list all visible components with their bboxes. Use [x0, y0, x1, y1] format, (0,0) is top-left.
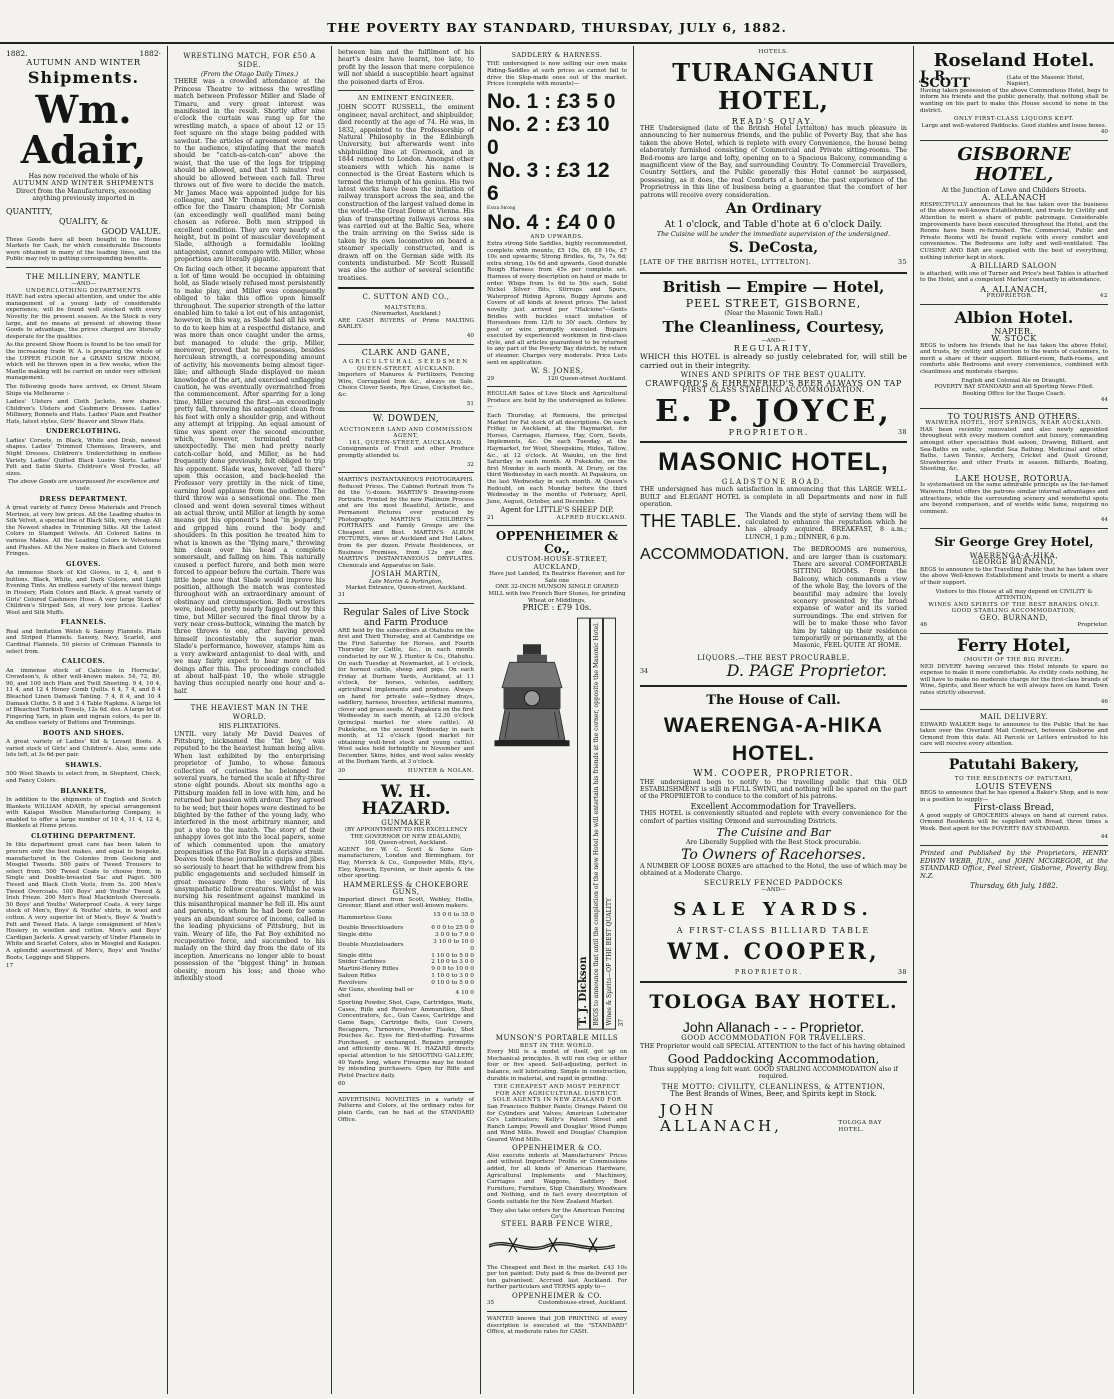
hotel-name: MASONIC HOTEL, [658, 447, 889, 476]
gun-price: 1 10 0 to 3 0 0 [431, 972, 474, 979]
hotel-feature: SECURELY FENCED PADDOCKS [704, 878, 843, 888]
ad-body: Every Mill is a model of itself, got up on Mechanical principles. It will run cleg or either four or five speed. Self-adjusting, perfect in balance, self lubricating. Simple in construction, durable in material, and rapid in grinding. [487, 1049, 627, 1082]
intro-line: Has now received the whole of his [28, 173, 139, 180]
year-left: 1882. [6, 49, 28, 58]
ad-location: (Newmarket, Auckland.) [371, 311, 441, 318]
ad-body: Each Thursday, at Remuera, the principal Market for Fat stock of all descriptions. On each Friday, in Auckland, at the Haymarket, for Horses, Carriages, Harness, Hay, Corn, Seeds, Implements, &c. On each Tuesday, at the Haymarket, for Wool, Sheepskins, Hides, Tallow, &c., at 12 o'clock. At Waiuku, on the first Saturday in each month. At Pukekohe, on the first Monday in each month. At Drury, on the third Wednesday in each month. At Papakura, on the last Wednesday in each month. At Queen's Redoubt, on each Monday before the third Wednesday in the months of February, April, June, August, October, and December. [487, 413, 627, 505]
proprietor-name: A. ALLANACH [981, 193, 1047, 203]
ad-name: OPPENHEIMER & Co., [495, 529, 619, 557]
goods-list: Ladies' Ulsters and Cloth Jackets, new shapes. Children's Ulsters and Cashmere Dresses. Ladies' Millinery, Bonnets and Hats. Ladies' Plain and Feather Hats, latest styles. Girls' Beaver and Straw Hats. [6, 399, 161, 425]
ad-head: MAIL DELIVERY. [979, 713, 1049, 722]
price-item: No. 3 : £3 12 6 [487, 158, 610, 205]
proprietor-name: GEORGE BURNAND, [972, 558, 1056, 567]
proprietor-name: J. R. SCOTT [920, 69, 970, 92]
hotel-feature: GOOD ACCOMMODATION FOR TRAVELLERS. [681, 1034, 866, 1043]
hotel-feature: THE MOTTO: CIVILITY, CLEANLINESS, & ATTENTION, [661, 1082, 886, 1091]
hotel-feature: WINES AND SPIRITS OF THE BEST BRANDS ONLY. [928, 601, 1100, 608]
hotel-feature: THE TABLE. [640, 510, 742, 531]
gun-type: Snider Carbines [338, 959, 386, 966]
gun-type: Revolvers [338, 979, 367, 986]
ad-location: 120 Queen-street Auckland. [547, 375, 627, 382]
ad-body: ARE CASH BUYERS of Prime MALTING BARLEY. [338, 317, 474, 331]
price-item: No. 1 : £3 5 0 [487, 89, 616, 113]
ad-head: STEEL BARB FENCE WIRE, [501, 1219, 613, 1228]
article-subhead: HIS FLIRTATIONS. [218, 723, 281, 731]
ref-number: 34 [640, 667, 649, 675]
gun-price: 1 10 0 to 5 0 0 [431, 952, 474, 959]
gun-price-row [338, 925, 474, 932]
section-head: UNDERCLOTHING. [45, 428, 122, 436]
hotel-name: Roseland Hotel. [933, 50, 1095, 71]
ad-location: 161, QUEEN-STREET, AUCKLAND. [348, 439, 464, 446]
hotel-feature: An Ordinary [725, 201, 822, 218]
gun-type: Single ditto [338, 952, 373, 959]
ad-trade: GUNMAKER [381, 818, 431, 827]
hotel-name: LAKE HOUSE, ROTORUA. [955, 474, 1073, 484]
gun-price-row [338, 939, 474, 953]
proprietor-title: PROPRIETOR. [986, 293, 1034, 300]
ad-head: SADDLERY & HARNESS. [511, 52, 603, 59]
hotel-feature: WINES AND SPIRITS OF THE BEST QUALITY. [680, 371, 867, 380]
newspaper-title: THE POVERTY BAY STANDARD, THURSDAY, JULY 6, 1882. [327, 20, 787, 35]
goods-list: Ladies' Corsets, in Black, White and Drab, newest shapes. Ladies' Trimmed Chemises, Drawers, and Night Dresses. Children's Underclothing in endless Variety. Ladies' Quilted Black Lustre Skirts. Ladies' Felt and Satin Skirts. Children's Wool Frocks, all sizes. [6, 437, 161, 477]
note-text: The above Goods are unsurpassed for excellence and taste. [7, 479, 160, 493]
gun-type: Double Muzzleloaders [338, 942, 404, 949]
ad-name: HUNTER & NOLAN. [407, 768, 474, 775]
hotel-name: GISBORNE HOTEL, [957, 143, 1071, 185]
hotel-body: Is systematised on the same admirable principle as the far-famed Waiwera Hotel offers the patrons similar internal advantages and attractions, while the surrounding scenery and wonderful spots are beyond comparison, and of worlds wide fame, requiring no comment. [920, 482, 1108, 515]
hotel-name: TURANGANUI HOTEL, [672, 57, 875, 115]
section-head: CLOTHING DEPARTMENT. [31, 833, 136, 841]
column-wrestling [168, 46, 331, 1394]
ad-body: MARTIN'S INSTANTANEOUS PHOTOGRAPHS. Reduced Prices. The Cabinet Portrait from 7s 6d the ½-dozen. MARTIN'S Drawing-room Portraits. Printed by the new Platinum Process and are the most Beautiful, Artistic, and Permanent Pictures ever produced by Photography. MARTIN'S CHILDREN'S PORTRAITS and Family Groups are the Cheapest and Best. MARTIN'S ALBUM PICTURES, views of Auckland and Hot Lakes, from 6s per dozen. Private Residences, or Business Premises, from 12s per doz. MARTIN'S INSTANTANEOUS DRYPLATES. Chemicals and Apparatus on Sale. [338, 477, 474, 569]
price-item: No. 2 : £3 10 0 [487, 112, 610, 159]
ref-number: 31 [338, 592, 346, 598]
gun-price: 0 10 0 to 5 0 0 [431, 979, 474, 986]
section-head: UNDERCLOTHING DEPARTMENTS [25, 287, 142, 294]
hotel-body: HAS been recently renovated and also newly appointed throughout with every modern comfort and luxury, commanding amongst other specialities Bold saloon, Drawing, Billiard, and Sea-Baths en suite, splendid Sea Bathing. Medicinal and other Baths. Lawn Tennis, Archery, Cricket and Quoit Ground, Strawberries and other Fruits in season. Billiards, Boating, Shooting, &c. [920, 426, 1108, 473]
hotel-feature: REGULARITY, [733, 343, 814, 353]
hotel-body: THIS HOTEL is conveniently situated and replete with every convenience for the comfort of parties visiting Ormond and surrounding Districts. [640, 810, 907, 825]
ad-body: San Francisco Rubber Paints; Orange Patent Oil for Cylinders and Valves; American Lubricator Co's Lubricators; Kelly's Patent Street and Ranch Lamps; Powell and Douglas' Wood Pumps and Wind Mills. Powell and Douglas' Champion Geared Wind Mills. [487, 1103, 627, 1143]
hotel-name: British — Empire — Hotel, [662, 277, 885, 296]
proprietor-note: (Late of the Masonic Hotel, Napier), [1006, 74, 1085, 88]
quantity-label: QUANTITY, [6, 206, 53, 216]
value-label: GOOD VALUE. [101, 226, 161, 236]
hotel-feature: The Cleanliness, Courtesy, [662, 318, 885, 337]
goods-list: In this department great care has been taken to procure only the best makes, and equal to bespoke, manufactured in the Colonies from Geelong and Mosgiel Tweeds. 500 pairs of Tweed Trousers to select from. 500 Tweed Coats to choose from, in Single and Double-breasted Sac and Pagot. 500 Tweed and Black Cloth Vests, from 5s. 200 Men's Tweed Overcoats. 100 Boys' and Youths' Tweed & Irish Frieze. 200 Men's Real Mackintosh Overcoats. 50 Boys' and Youths' Waterproof Coats. A very large stock of Men's, Boys' & Youths' shirts, in wool and cotton. A very superior lot of Men's, Boys' & Youth's Felt and Tweed Hats. A large consignment of Men's Hosiery in woollen and cotton. Men's and Boys' Cardigan Jackets. A great variety of Under Flannels in White and Scarlet Colors, also in Mosgiel and Kaiapoi. A splendid assortment of Men's, Boys' and Youths' Boots, Leggings and Slippers. [6, 842, 161, 961]
ad-body: Also execute indents at Manufacturers' Prices and without Importers' Profits or Commissions added, for all kinds of American Hardware, Agricultural Implements and Machinery, Carriages and Waggons, Saddlery Boot Furniture, Furniture, Ship Chandlery, Woodware and Nothing, and in fact every description of Goods suitable for the New Zealand Market. [487, 1152, 627, 1206]
hotel-feature: ACCOMMODATION. [640, 546, 790, 564]
hotel-address: GLADSTONE ROAD. [721, 477, 826, 486]
ad-body: Have just Landed, Ex Beatrice Havener, and for Sale one [489, 571, 625, 584]
gun-price-row [338, 980, 474, 987]
ad-subline: SOLE AGENTS IN NEW ZEALAND FOR [492, 1097, 622, 1104]
ref-number: 40 [1100, 129, 1108, 136]
gun-price: 6 0 0 to 25 0 0 [431, 925, 474, 932]
card-name: T. J. Dickson [577, 618, 590, 1030]
hotel-feature: A FIRST-CLASS BILLIARD TABLE [676, 926, 871, 936]
article-paragraph: between him and the fulfilment of his heart's desire have learnt, too late, to profit by the lesson that mere corpulence will not shield a susceptible heart against the poisoned darts of Eros. [338, 49, 474, 86]
ad-body: ONE 32-INCH MUNSON SINGLE GEARED MILL with two French Burr Stones, for grinding Wheat or Middlings, [488, 584, 626, 604]
body-text: HAVE had extra special attention, and under the able management of a young lady of considerable experience, will be found well stocked with every Novelty for the present season. As the Stock is very large, and no means at present of showing these Goods to advantage, the prices charged are literally desperate for the qualities. [6, 294, 161, 340]
ad-name: W. DOWDEN, [372, 414, 440, 425]
ad-body: Extra strong Side Saddles, highly recommended, complete with mounts, £5 10s, £6, £6 10s, £7 10s and upwards; Strong Bridles, 6s, 7s, 7s 6d; extra strong, 10s 6d and upwards. Good durable Rough Harness from 45s per complete set. Harness of every description on hand or made to order. Whips from 1s 6d to 50s each, Solid Nickel Silver Bits, Stirrups and Spurs, Waterproof Riding Aprons, Buggy Aprons and Covers of all kinds at lowest prices. The latest novelty just arrived per "Halcione"—Gents Bridles with buckles exact imitation of Horseshoes from 12/6 to 30/ each. Orders by post or wire promptly executed. Repairs executed by experienced workmen in first-class style, and all articles guaranteed to be returned to any part of the Poverty Bay district, by return of steamer. Charges very moderate. Price Lists sent on application. [487, 240, 627, 366]
section-head: BLANKETS, [60, 787, 107, 795]
ad-name: OPPENHEIMER & CO. [511, 1292, 602, 1300]
ad-body: THE undersigned is now selling our own make Riding-Saddles at such prices as cannot fail to drive the Slop-made ones out of the market. Prices (complete with mounts)— [487, 61, 627, 88]
section-head: SHAWLS. [65, 762, 102, 770]
hotel-note: Are Liberally Supplied with the Best Stock procurable. [685, 839, 862, 847]
hotel-feature: CRAWFORD'S & EHRENFRIED'S BEER ALWAYS ON TAP [645, 378, 902, 388]
ad-name: W. H. HAZARD. [361, 781, 451, 819]
goods-list: 500 Wool Shawls to select from, in Shepherd, Check, and Fancy Colors. [6, 771, 161, 785]
ad-body: AGENT for W. C. Scott & Sons Gun-manufacturers, London and Birmingham, for Hay, Merrick & Co., Gunpowder Mills, Ely's, Eley, Kynoch, Eyersinn, or their agents & the other sporting. [338, 846, 474, 880]
section-head: GLOVES. [66, 560, 101, 568]
hotel-body: THE undersigned has much satisfaction in announcing that this LARGE WELL-BUILT and ELEGANT HOTEL is complete in all Departments and now in full operation. [640, 486, 907, 509]
intro-line: AUTUMN AND WINTER SHIPMENTS [12, 179, 155, 188]
ad-body: The Cheapest and Best in the market. £43 10s per ton painted; Duty paid & free de-livered per ton galvanised; Accrued last Auckland. For further particulars and TERMS apply to— [487, 1264, 627, 1291]
gun-price-table [338, 912, 474, 1000]
ad-name: OPPENHEIMER & CO. [511, 1144, 602, 1153]
hotel-address: WAERENGA-A-HIKA, [969, 551, 1059, 560]
ad-body: Sporting Powder, Shot, Caps, Cartridges, Wads, Cases, Rifle and Revolver Ammunition, Shot Concentrators, &c., Gun Cases, Cartridge and Game Bags, Cartridge Belts, Gun Covers, Recappers, Turnovers, Powder Flasks, Shot Pouches &c. Eyes for Bird-stuffing. Firearms Purchased, or exchanged. Repairs promptly and efficiently done. W. H. HAZARD directs special attention to his SHOOTING GALLERY, 40 Yards long, where Firearms may be tested by intending purchasers. Open for Rifle and Pistol Practice daily. [338, 1000, 474, 1079]
ad-body: REGULAR Sales of Live Stock and Agricultural Produce are held by the undersigned as follows:— [487, 391, 627, 411]
hotel-name: Ferry Hotel, [956, 635, 1072, 656]
article-head: AN EMINENT ENGINEER. [357, 95, 455, 103]
ref-number: 46 [920, 622, 928, 629]
hotel-feature: SALE YARDS. [673, 899, 874, 921]
imprint-date: Thursday, 6th July, 1882. [970, 882, 1058, 891]
hotel-body: Thus supplying a long felt want. GOOD STABLING ACCOMMODATION also if required. [649, 1065, 898, 1081]
hotel-feature: The House of Call. [706, 693, 841, 709]
hotel-feature: LIQUORS.—THE BEST PROCURABLE. [697, 653, 850, 662]
goods-list: In addition to the shipments of English and Scotch Blankets WILLIAM ADAIR, by special arrangement with Kaiapoi Woollen Manufacturing Company, is enabled to offer a large number of 10 4, 11 4, 12 4, Blankets at Home prices. [6, 797, 161, 830]
ad-location: Market Entrance, Queen-street, Auckland. [345, 585, 467, 592]
hotel-feature: POVERTY BAY STANDARD and all Sporting News Filed. [934, 384, 1094, 391]
proprietor-name: S. DeCosta, [728, 240, 819, 257]
hotel-address: PEEL STREET, GISBORNE, [685, 296, 862, 310]
goods-list: Real and Imitation Welsh & Saxony Flannels. Plain and Striped Flannels. Saxony, Navy, Scarlet, and Cardinal Flannels. 50 pieces of Crimean Flannels to select from. [6, 628, 161, 655]
ad-body: They also take orders for the American Fencing Co's [489, 1207, 625, 1221]
dickson-card [487, 618, 627, 1030]
ad-body: ARE held by the subscribers at Otahuhu on the first and Third Thursday, and at Cambridge on the First Saturday for Horses, and Fourth Thursday for Cattle, &c., in each month conducted by our W. J. Hunter & Co., Otahuhu. On each Tuesday at Newmarket, at 1 o'clock, for horned cattle, sheep and pigs. On each Friday at Durham Yards, Auckland, at 11 o'clock, for horses, vehicles, saddlery, agricultural implements and produce. Always on hand for private sale—Sydney drays, saddlery, harness, breeches, artificial manures, clover and grass seeds. At Papakura on the first Wednesday in each month, at 12.30 o'clock (principal market for store cattle). At Pukekohe, on the second Wednesday in each month, at 12 o'clock (good market for obtaining well-bred stock and young cattle). Wool sales held fortnightly in November and December. Skins, hides, and wool sales weekly at the Durham Yards, at 3 o'clock. [338, 627, 474, 766]
hotel-name: WAIWERA HOTEL, HOT SPRINGS, NEAR AUCKLAND. [925, 420, 1103, 427]
ref-number: 21 [487, 514, 495, 521]
gun-price-row [338, 959, 474, 966]
quality-label: QUALITY, & [58, 216, 109, 226]
ad-subline: Late Martin & Partington, [368, 578, 444, 585]
ref-number: 42 [1099, 293, 1108, 300]
gun-price-row [338, 953, 474, 960]
hotel-feature: English and Colonial Ale on Draught. [961, 377, 1067, 384]
hotel-feature: FIRST CLASS STABLING ACCOMMODATION. [682, 386, 865, 395]
ref-number: 29 [487, 375, 495, 382]
proprietor-name: WM. COOPER, [667, 938, 880, 965]
barb-wire-illustration [487, 1232, 617, 1258]
ad-body: Importers of Manures & Fertilizers, Fencing Wire, Corrugated Iron &c., always on Sale. Choice Clover Seeds, Rye Grass, Cocksfoot &c., &c. [338, 372, 474, 398]
ad-body: BEGS to announce that he has opened a Baker's Shop, and is now in a position to supply— [920, 789, 1108, 803]
article-paragraph: On facing each other, it became apparent that a lot of time would be occupied in obtaining hold, as Slade wisely refused most persistently to make play, and Miller was consequently obliged to take this office upon himself throughout. The superior strength of the latter enabled him to take a lot out of his antagonist, however, in this way, as Slade had all his work to do to keep him at a respectful distance, and was more than once caught under the arms, but managed to elude the grip. Miller, moreover, proved that he possesses, besides herculean strength, a corresponding amount of activity, his movements being almost tiger-like; and although Slade displayed no mean knowledge of the art, and exercised unflagging caution, he was eventually overmatched from the commencement. After sparring for a long time, Miller secured the first—an exceedingly pretty fall, throwing his antagonist clean from his feet with only a shoulder grip, and without any attempt at tripping. An equal amount of time was spent over the second encounter, which, however, terminated rather unexpectedly. The men had pretty nearly catch-collar hold, and Miller, as he had frequently done previously, felt obliged to trip his opponent. Slade was, however, "all there" upon this occasion, and back-heeled the Professor very prettily in the nick of time, earning loud applause from the audience. The third throw was a sensational one. The men closed and went down several times without an actual throw, until Miller at length by some means got his opponent's head "in jeopardy," and gripped him round the body and shoulders. In this position he treated him to what is known as the "flying mare," throwing him clean over his head a complete somersault, and falling on him. This naturally caused a perfect furore, and both men were forced to appear before the curtain. There was little hope now that Slade would improve his position, although the match was contested throughout with an extraordinary amount of obstinacy and circumspection. Both wrestlers were, indeed, pretty nearly fagged out by this time, but Miller secured the final throw by a very near cross-buttock, winning the match by three throws to one, after having proved himself incontestably the superior man. Slade's performance, however, stamps him as a very awkward antagonist to deal with, and we may fairly expect to hear more of his doings after this. The proceedings concluded at about half-past 10, the whole struggle having thus occupied nearly one hour and a-half. [174, 265, 325, 695]
ref-number: 35 [487, 1300, 495, 1307]
autumn-head: AUTUMN AND WINTER [26, 58, 141, 68]
hotel-body: NED DEVERY having secured this Hotel intends to spare no expense to make it more comfortable. As civility costs nothing, he will have to make no moderate charge for the first-class brands of Wine, Spirits, and Beer which he will always have on hand. Town rates strictly observed. [920, 663, 1108, 696]
ad-name: ALFRED BUCKLAND. [556, 514, 627, 521]
proprietor-name: A. ALLANACH, [980, 284, 1048, 294]
column-engineer [332, 46, 480, 1394]
proprietor-title: PROPRIETOR. [734, 968, 804, 976]
hotel-feature: The Best Brands of Wines, Beer, and Spirits kept in Stock. [670, 1090, 877, 1099]
body-text: The following goods have arrived, ex Orient Steam Ships via Melbourne :- [6, 383, 161, 397]
hotel-feature: Booking Office for the Taupo Coach. [962, 390, 1066, 397]
ad-head: MUNSON'S PORTABLE MILLS [495, 1034, 619, 1043]
ad-feature: First-class Bread, [973, 803, 1055, 814]
ad-trade: AGRICULTURAL SEEDSMEN [342, 358, 470, 365]
card-note: Wines & Spirits—OF THE BEST QUALITY [603, 618, 616, 1030]
goods-list: An immense stock of Calicoes in Horrocks', Crewdson's, & other well-known makes. 54, 72, 80, 90, and 100 inch Plain and Twill Sheeting. 9 4, 10 4, 11 4, and 12 4 Honey Comb Quilts. 6 4, 7 4, and 8 4 Bleached Linen Damask Tabling. 7 4, 8 4, and 10 4 Damask Cloths. 5 8 and 3 4 Table Napkins. A large lot of Bleached Turkish Towels, 12s 6d. doz. A large lot of Fingering Yarn, in plain and ingrain colors, 4s per lb. An endless variety of Buttons and Trimmings. [6, 667, 161, 727]
hotel-name: TOLOGA BAY HOTEL. [649, 991, 898, 1014]
gun-type: Air Guns, shooting ball or shot [338, 986, 414, 1000]
hotel-feature: The Cuisine and Bar [716, 826, 831, 840]
ad-subline: (BY APPOINTMENT TO HIS EXCELLENCY THE GOVERNOR OF NEW ZEALAND), [344, 827, 468, 840]
ref-number: 38 [897, 428, 907, 436]
imprint: Printed and Published by the Proprietors, HENRY EDWIN WEBB, JUN., and JOHN MCGREGOR, at the STANDARD Office, Peel Street, Gisborne, Poverty Bay, N.Z. [920, 848, 1108, 881]
hotel-feature: At 1 o'clock, and Table d'hote at 6 o'clock Daily. [664, 220, 883, 231]
proprietor-note: [LATE OF THE BRITISH HOTEL, LYTTELTON]. [640, 259, 811, 267]
ref-number: 44 [1100, 517, 1108, 524]
hotel-name: TOLOGA BAY HOTEL. [838, 1120, 882, 1133]
ad-location: 108, Queen-street, Auckland. [364, 840, 448, 847]
ad-name: JOSIAH MARTIN, [371, 570, 441, 579]
column-adair [0, 46, 167, 1394]
section-head: FLANNELS. [60, 619, 107, 627]
adair-name: Wm. Adair, [20, 87, 147, 172]
intro-line: Direct from the Manufacturers, exceeding anything previously imported in [15, 187, 152, 203]
ad-name: W. S. JONES, [531, 367, 583, 376]
gun-type: Double Breechloaders [338, 925, 404, 932]
ad-body: WANTED known that JOB PRINTING of every description is executed at the "STANDARD" Office, at moderate rates for CASH. [487, 1316, 627, 1336]
ref-number: 46 [1100, 698, 1108, 705]
year-right: 1882· [139, 49, 161, 58]
gun-price: 9 0 0 to 10 0 0 [431, 966, 474, 973]
ref-number: 40 [466, 332, 474, 339]
article-paragraph: THERE was a crowded attendance at the Princess Theatre to witness the wrestling match between Professor Miller and Slade of Timaru, and very great interest was manifested in the result. Shortly after nine o'clock the curtain was rung up for the wrestling match, a space of about 12 or 15 feet square on the stage being padded with sawdust. The articles of agreement were read to the audience, stipulating that the match should be "catch-as-catch-can" above the waist, that the use of the legs for tripping should be allowed, and that 15 minutes' rest should be allowed between each fall. Three throws out of five were to decide the match. Mr James Mace was appointed judge for his colleague, and Mr Thomas filled the same office for the Timaru champion; Mr Cornish (an exceedingly well qualified man) being chosen as referee. Both men stripped in excellent condition. They are very nearly of a height, but in point of muscular development Slade, although a formidable looking antagonist, cannot compare with Miller, whose proportions are literally gigantic. [174, 78, 325, 264]
hotel-feature: Visitors to this House at all may depend on CIVILITY & ATTENTION, [935, 588, 1093, 602]
ad-location: Customhouse-street, Auckland. [538, 1300, 627, 1307]
hotel-body: A NUMBER OF LOOSE BOXES are attached to the Hotel, the use of which may be obtained at a Moderate Charge. [640, 862, 907, 877]
goods-list: A great variety of Ladies' Kid & Levant Boots. A varied stock of Girls' and Children's. Also, some side lots left, at 3s 6d per pair. [6, 739, 161, 759]
ref-number: 32 [466, 461, 474, 468]
price-list [487, 90, 627, 235]
article-head: WRESTLING MATCH, FOR £50 A SIDE. [183, 52, 316, 69]
ad-name: C. SUTTON AND CO., [362, 293, 450, 302]
hotel-body: RESPECTFULLY announces that he has taken over the business of the above well-known Establishment, and trusts by Civility and Attention to merit a share of public patronage. Considerable improvements have been executed throughout the Hotel, and the Rooms have been re-furnished. The Commercial, Public and Private Rooms will be found replete with every comfort and convenience. The Bedrooms are lofty and well-ventilated. The CUISINE AND BAR are supplied with the best of everything, nothing inferior kept in stock. [920, 201, 1108, 261]
gun-price: 4 10 0 [455, 989, 474, 996]
body-text: As the present Show Room is found to be too small for the increasing trade W. A. is preparing the whole of the UPPER FLOOR for a GRAND SHOW ROOM, which will be thrown open in a few weeks, when the Mantle making will be carried on under very efficient management. [6, 342, 161, 382]
ad-note: THE CHEAPEST AND MOST PERFECT FOR ANY AGRICULTURAL DISTRICT. [493, 1084, 621, 1097]
ad-head: TO TOURISTS AND OTHERS. [947, 411, 1081, 421]
ad-name: CLARK AND GANE, [361, 347, 451, 357]
section-head: BOOTS AND SHOES. [42, 729, 125, 737]
hotel-address: (MOUTH OF THE BIG RIVER). [963, 656, 1065, 663]
hotel-body: BEGS to announce to the Travelling Public that he has taken over the above Well-known Establishment and trusts to merit a share of their support. [920, 566, 1108, 586]
gun-type: Martini-Henry Rifles [338, 966, 399, 973]
ad-location: CUSTOM-HOUSE-STREET, AUCKLAND, [506, 555, 608, 571]
hotel-body: BEGS to inform his friends that he has taken the above Hotel, and trusts, by civility and attention to the wants of customers, to merit a share of their support. Billiard-room, Bath-rooms, and comforts able Bedrooms and every convenience, combined with cleanliness and moderate charges. [920, 342, 1108, 375]
ref-number: 44 [1100, 397, 1108, 404]
hotel-feature: Excellent Accommodation for Travellers. [690, 801, 857, 811]
ad-body: ADVERTISING NOVELTIES in a variety of Patterns and Colors, at the ordinary rates for plain Cards, can be had at the STANDARD Office. [338, 1096, 474, 1123]
ref-number: 30 [338, 768, 346, 775]
column-hotels-right [914, 46, 1114, 1394]
article-paragraph: UNTIL very lately Mr David Deaves of Pittsburg, nicknamed the "fat boy," was reputed to be the heaviest human being alive. When last exhibited by the enterprising proprietor of Jumbo, to whose famous collection of curiosities he belonged for several years, he turned the scale at fifty-three stone eight pounds. About six months ago a Pittsburg maiden fell in love with him, and he returned her passion with ardour. They agreed to be wed; but their hopes were destined to be blighted by the father of the young lady, who interfered in the most arbitrary manner, and put a stop to the match. The story of their unhappy loves got into the local papers, some of which commented upon the amatory propensities of the Fat Boy in a derisive strain. Deaves took these journalistic quips and jibes so seriously to heart that he withdrew from his public engagements and secluded himself in great measure from the society of his unsympathetic fellow creatures. Whilst he was nursing his resentment against mankind in this misanthropical manner he fell ill. His aunt and parents, to whom he had been for some years an abundant source of income, called in the leading physicians of Pittsburg, but in vain. Weary of life, the Fat Boy exhibited no recuperative force, and succumbed to his malady on the third day from the date of its inception. Americans no longer able to boast possession of the "biggest thing" in human obesity, mourn his loss; and those who inflexibly stood [174, 730, 325, 982]
hotel-address: NAPIER. [994, 326, 1034, 336]
ref-number: 37 [618, 1018, 625, 1027]
gun-price: 3 10 0 to 10 0 0 [433, 939, 474, 952]
gun-price-row [338, 932, 474, 939]
gun-price: 3 0 0 to 7 0 0 [434, 932, 474, 939]
ad-head: Regular Sales of Live Stock and Farm Produce [343, 607, 469, 628]
hotel-feature: ONLY FIRST-CLASS LIQUORS KEPT. [953, 116, 1075, 123]
article-head: THE HEAVIEST MAN IN THE WORLD. [190, 704, 309, 721]
goods-list: A great variety of Fancy Dress Materials and French Merinos, at very low prices. All the Leading shades in Silk Velvet, a special line of Black Silk, very cheap. All the Newest shades in Trimming Silks. All the Latest Colors in Stamped Velvets. All Colored Satins in various Makes. All the Leading Colors in Velveteens and Plushes. All the New makes in Black and Colored Fringes. [6, 505, 161, 558]
proprietor-name: GEO. BURNAND, [979, 613, 1049, 622]
ad-price: PRICE : £79 10s. [522, 603, 592, 613]
column-hotels [634, 46, 913, 1394]
hotel-name: Sir George Grey Hotel, [934, 534, 1094, 549]
section-label: HOTELS. [758, 49, 789, 55]
ref-number: 35 [897, 259, 907, 267]
and-line: —AND— [761, 338, 786, 345]
shipments-head: Shipments. [27, 68, 140, 87]
hotel-body: THE undersigned begs to notify to the travelling public that this OLD ESTABLISHMENT is still in FULL SWING, and nothing will be spared on the part of the PROPRIETOR to conduce to the comfort of his patrons. [640, 778, 907, 801]
article-paragraph: JOHN SCOTT RUSSELL, the eminent engineer, naval architect, and shipbuilder, died recently at the age of 74. He was, in 1832, appointed to the Professorship of Natural Philosophy in the Edinburgh University, but afterwards went into shipbuilding line at Greenock, and in 1844 removed to London. Amongst other steamers with which his name is connected is the Great Eastern which is termed the triumph of his genius. His two latest works have been the initiation of railway transport across the sea, and the construction of the largest valued dome in the world—the Great Dome at Vienna. His plan of transporting railways across sea was carried out at the Baltic Sea, where the train arriving on the Swiss side is taken by its own locomotive on board a steamer specially constructed, and is drawn off on the German side with its contents undisturbed. Mr Scott Russell was also the author of several scientific treatises. [338, 104, 474, 282]
ad-head: TO THE RESIDENTS OF PATUTAHI, [954, 775, 1074, 782]
proprietor-title: PROPRIETOR. [728, 427, 810, 437]
section-head: THE MILLINERY, MANTLE [26, 272, 141, 281]
article-source: (From the Otago Daily Times.) [200, 71, 299, 78]
hotel-address: At the Junction of Lowe and Childers Streets. [941, 186, 1087, 194]
ad-head: HAMMERLESS & CHOKEBORE GUNS, [343, 880, 469, 897]
gun-type: Single ditto [338, 932, 373, 939]
hotel-note: The Cuisine will be under the immediate supervision of the undersigned. [656, 231, 891, 239]
price-item: No. 4 : £4 0 0 [487, 211, 616, 235]
ref-number: 60 [338, 1081, 346, 1088]
masthead [0, 0, 1114, 44]
ref-number: 44 [1100, 834, 1108, 841]
hotel-feature: GOOD STABLING ACCOMMODATION, [951, 608, 1077, 615]
body-text: These Goods have all been bought in the Home Markets for Cash, for which considerable Discounts were obtained in many of the leading lines, and the Public may rely in getting corresponding benefits. [6, 236, 161, 263]
hotel-body: THE Proprietor would call SPECIAL ATTENTION to the fact of his having obtained [640, 1042, 906, 1050]
hotel-address: READ'S QUAY. [731, 116, 816, 126]
year-line [6, 49, 161, 58]
price-note: Extra Strong [487, 204, 516, 211]
and-line: —AND— [71, 281, 96, 287]
ref-number: 38 [897, 968, 907, 976]
hotel-name: Albion Hotel. [954, 307, 1074, 327]
ref-number: 51 [466, 400, 474, 407]
ad-name: Patutahi Bakery, [948, 756, 1080, 773]
hotel-body: Having taken possession of the above Commodious Hotel, begs to inform his friends and the public generally, that nothing shall be wanting on his part to make this House second to none in the district. [920, 87, 1108, 114]
card-body: BEGS to announce that until the completion of the new Hotel he will entertain his friends at the corner, opposite the Masonic Hotel. [590, 618, 603, 1030]
hotel-feature: To Owners of Racehorses. [681, 846, 866, 863]
proprietor-name: D. PAGE Proprietor. [726, 661, 887, 681]
gun-price-row [338, 987, 474, 1001]
ad-body: Consignments of Fruit and other Produce promptly attended to. [338, 446, 474, 459]
mill-illustration [487, 624, 577, 774]
proprietor-name: LOUIS STEVENS [975, 781, 1053, 791]
section-head: DRESS DEPARTMENT. [39, 495, 128, 503]
proprietor-name: WM. COOPER, PROPRIETOR. [693, 769, 854, 780]
gun-type: Saloon Rifles [338, 972, 377, 979]
hotel-body: is attached, with one of Turner and Price's best Tables is attached to the Hotel, and a competent Marker constantly in attendance. [920, 270, 1108, 284]
gun-type: Hammerless Guns [338, 915, 392, 922]
hotel-body: The Viands and the style of serving them will be calculated to enhance the reputation which he has already acquired. BREAKFAST, 8 a.m.; LUNCH, 1 p.m.; DINNER, 6 p.m. [745, 511, 907, 541]
ad-body: A good supply of GROCERIES always on hand at current rates. Ormond Residents will be supplied with Bread, three times a Week. Best agent for the POVERTY BAY STANDARD. [920, 812, 1108, 832]
proprietor-name: E. P. JOYCE, [655, 393, 892, 429]
and-line: —AND— [761, 886, 786, 893]
ad-agent: Agent for LITTLE'S SHEEP DIP. [500, 506, 614, 515]
ad-subline: BEST IN THE WORLD. [519, 1042, 595, 1049]
ad-body: Imported direct from Scott, Webley, Hollis, Greener, Bland and other well-known makers. [338, 896, 474, 910]
proprietor-name: W. STOCK [991, 334, 1037, 344]
ref-number: 17 [6, 963, 14, 970]
proprietor-name: John Allanach - - - Proprietor. [682, 1019, 865, 1036]
gun-price: 15 0 0 to 35 0 0 [433, 911, 474, 925]
column-saddlery [481, 46, 633, 1394]
hotel-body: WHICH this HOTEL is already so justly celebrated for, will still be carried out in their integrity. [640, 352, 907, 371]
gun-price-row [338, 912, 474, 926]
hotel-body: The BEDROOMS are numerous, and are larger than is customary. There are several COMFORTABLE SITTING ROOMS. From the Balcony, which commands a view of the whole Bay, the lovers of the beautiful may admire the lovely scenery presented by the broad expanse of water and its varied surroundings. The end striven for will be to make those who favor him by taking up their residence temporarily or permanently, at the Masonic, FEEL QUITE AT HOME. [793, 546, 907, 650]
price-note: AND UPWARDS. [530, 234, 584, 241]
proprietor-name: JOHN ALLANACH, [660, 1100, 782, 1135]
gun-price-row [338, 966, 474, 973]
hotel-note: (Near the Masonic Town Hall.) [724, 309, 823, 317]
hotel-name: WAERENGA-A-HIKA HOTEL. [663, 714, 884, 766]
section-head: CALICOES. [61, 658, 106, 666]
gun-price-row [338, 973, 474, 980]
goods-list: An immense Stock of Kid Gloves, in 2, 4, and 6 buttons. Black, White, and Dark Colors, and Light Evening Tints. An endless variety of the newest things in Hosiery, Plain Colors and Black. A great variety of Girls' Colored Cashmere Hose. A very large Stock of Children's Striped Sox, at very low prices. Ladies' Wool and Silk Muffs. [6, 570, 161, 616]
gun-price: 2 10 0 to 3 0 0 [431, 959, 474, 966]
hotel-feature: A BILLIARD SALOON [970, 262, 1058, 271]
hotel-feature: Large and well-watered Paddocks. Good stables and loose boxes. [921, 122, 1107, 129]
ad-body: EDWARD WALKER begs to announce to the Public that he has taken over the Overland Mail Contract, between Gisborne and Ormond from this date. All Parcels or Letters entrusted to his care will receive every attention. [920, 721, 1108, 748]
ad-trade: MALTSTERS, [384, 304, 428, 311]
proprietor-title: Proprietor. [1077, 622, 1108, 629]
ad-trade: AUCTIONEER LAND AND COMMISSION AGENT, [339, 426, 473, 440]
hotel-body: THE Undersigned (late of the British Hotel Lyttelton) has much pleasure in announcing to her numerous friends, and the public of Poverty Bay, that she has taken the above Hotel, which is replete with every Convenience, the house being elaborately furnished consisting of Commercial and Private sitting-rooms. The Bed-rooms are large and lofty, opening on to a Spacious Balcony, commanding a magnificent view of the Bay, and surrounding Country. To Commercial Travellers, Country Settlers, and the Public generally this Hotel cannot be surpassed, possessing, as it does, the real Comforts of a home; the past experience of the Proprietress in this line of business being a guarantee that the comfort of her patrons will receive every consideration. [640, 125, 907, 199]
hotel-feature: Good Paddocking Accommodation, [667, 1051, 880, 1066]
ad-location: QUEEN-STREET, AUCKLAND. [356, 365, 456, 372]
